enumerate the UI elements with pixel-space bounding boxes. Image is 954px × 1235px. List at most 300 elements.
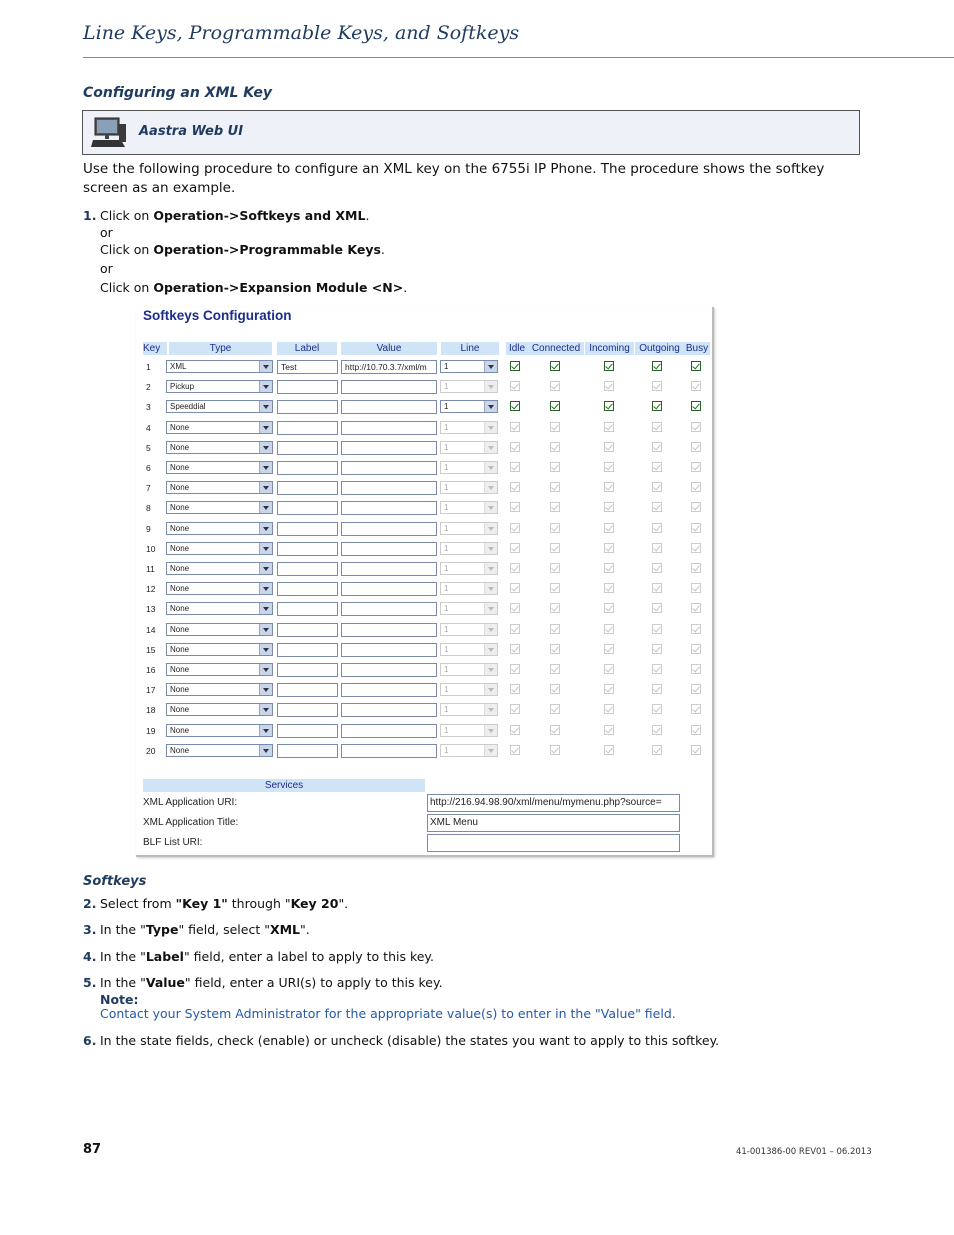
idle-checkbox[interactable] <box>510 644 520 654</box>
key-number: 9 <box>146 523 151 534</box>
incoming-checkbox[interactable] <box>604 462 614 472</box>
busy-checkbox[interactable] <box>691 543 701 553</box>
dropdown-arrow-icon <box>259 482 272 493</box>
label-input[interactable] <box>277 481 338 495</box>
idle-checkbox[interactable] <box>510 422 520 432</box>
value-input[interactable] <box>341 643 437 657</box>
dropdown-arrow-icon <box>259 523 272 534</box>
menu-path: Operation->Expansion Module <N> <box>153 280 404 295</box>
dropdown-arrow-icon <box>484 624 497 635</box>
busy-checkbox[interactable] <box>691 563 701 573</box>
note-label: Note: <box>100 992 139 1007</box>
document-reference: 41-001386-00 REV01 – 06.2013 <box>736 1147 872 1157</box>
busy-checkbox[interactable] <box>691 664 701 674</box>
col-outgoing-header: Outgoing <box>635 342 684 355</box>
outgoing-checkbox[interactable] <box>652 523 662 533</box>
connected-checkbox[interactable] <box>550 624 560 634</box>
line-select[interactable]: 1 <box>440 400 498 413</box>
note-text: Contact your System Administrator for the appropriate value(s) to enter in the "Value" field. <box>100 1006 676 1021</box>
line-select[interactable]: 1 <box>440 582 498 595</box>
step-text: through " <box>227 896 291 911</box>
type-select[interactable]: None <box>166 481 273 494</box>
busy-checkbox[interactable] <box>691 624 701 634</box>
dropdown-arrow-icon <box>259 664 272 675</box>
line-select[interactable]: 1 <box>440 744 498 757</box>
dropdown-arrow-icon <box>259 644 272 655</box>
type-select[interactable]: None <box>166 562 273 575</box>
dropdown-arrow-icon <box>484 684 497 695</box>
label-input[interactable] <box>277 542 338 556</box>
connected-checkbox[interactable] <box>550 583 560 593</box>
dropdown-arrow-icon <box>259 442 272 453</box>
type-select[interactable]: None <box>166 501 273 514</box>
col-label-header: Label <box>277 342 337 355</box>
busy-checkbox[interactable] <box>691 745 701 755</box>
header-rule <box>83 57 954 58</box>
value-input[interactable] <box>341 380 437 394</box>
incoming-checkbox[interactable] <box>604 543 614 553</box>
step-text: In the " <box>100 975 146 990</box>
line-select[interactable]: 1 <box>440 683 498 696</box>
type-select[interactable]: None <box>166 542 273 555</box>
step-text: Select from <box>100 896 176 911</box>
idle-checkbox[interactable] <box>510 543 520 553</box>
xml-title-label: XML Application Title: <box>143 817 239 828</box>
intro-paragraph: Use the following procedure to configure an XML key on the 6755i IP Phone. The procedure shows the softkey screen as an example. <box>83 161 825 196</box>
busy-checkbox[interactable] <box>691 704 701 714</box>
idle-checkbox[interactable] <box>510 684 520 694</box>
step-number: 3. <box>83 922 97 937</box>
label-input[interactable] <box>277 562 338 576</box>
connected-checkbox[interactable] <box>550 482 560 492</box>
outgoing-checkbox[interactable] <box>652 644 662 654</box>
outgoing-checkbox[interactable] <box>652 664 662 674</box>
value-input[interactable] <box>341 744 437 758</box>
dropdown-arrow-icon <box>259 583 272 594</box>
outgoing-checkbox[interactable] <box>652 704 662 714</box>
type-select[interactable]: None <box>166 683 273 696</box>
label-input[interactable] <box>277 744 338 758</box>
incoming-checkbox[interactable] <box>604 482 614 492</box>
dropdown-arrow-icon <box>259 563 272 574</box>
dropdown-arrow-icon <box>484 704 497 715</box>
value-input[interactable] <box>341 623 437 637</box>
value-input[interactable] <box>341 582 437 596</box>
incoming-checkbox[interactable] <box>604 725 614 735</box>
value-input[interactable] <box>341 542 437 556</box>
outgoing-checkbox[interactable] <box>652 603 662 613</box>
connected-checkbox[interactable] <box>550 422 560 432</box>
type-select[interactable]: None <box>166 461 273 474</box>
dropdown-arrow-icon <box>484 401 497 412</box>
softkeys-config-screenshot <box>136 307 714 857</box>
label-input[interactable] <box>277 441 338 455</box>
line-select[interactable]: 1 <box>440 542 498 555</box>
line-select[interactable]: 1 <box>440 623 498 636</box>
idle-checkbox[interactable] <box>510 704 520 714</box>
step-text: . <box>365 208 370 223</box>
connected-checkbox[interactable] <box>550 684 560 694</box>
emphasis: Value <box>145 975 185 990</box>
busy-checkbox[interactable] <box>691 523 701 533</box>
incoming-checkbox[interactable] <box>604 664 614 674</box>
type-select[interactable]: None <box>166 724 273 737</box>
incoming-checkbox[interactable] <box>604 624 614 634</box>
incoming-checkbox[interactable] <box>604 583 614 593</box>
outgoing-checkbox[interactable] <box>652 381 662 391</box>
web-ui-banner <box>82 110 860 155</box>
line-select[interactable]: 1 <box>440 461 498 474</box>
dropdown-arrow-icon <box>484 422 497 433</box>
value-input[interactable] <box>341 724 437 738</box>
dropdown-arrow-icon <box>259 502 272 513</box>
connected-checkbox[interactable] <box>550 381 560 391</box>
connected-checkbox[interactable] <box>550 543 560 553</box>
value-input[interactable] <box>341 522 437 536</box>
xml-uri-label: XML Application URI: <box>143 797 238 808</box>
col-key-header: Key <box>143 342 167 355</box>
label-input[interactable] <box>277 724 338 738</box>
busy-checkbox[interactable] <box>691 644 701 654</box>
dropdown-arrow-icon <box>259 401 272 412</box>
dropdown-arrow-icon <box>484 543 497 554</box>
key-number: 4 <box>146 422 151 433</box>
step-text: In the state fields, check (enable) or uncheck (disable) the states you want to apply to this softkey. <box>100 1033 720 1048</box>
type-select[interactable]: Pickup <box>166 380 273 393</box>
incoming-checkbox[interactable] <box>604 563 614 573</box>
value-input[interactable] <box>341 663 437 677</box>
idle-checkbox[interactable] <box>510 442 520 452</box>
line-select[interactable]: 1 <box>440 643 498 656</box>
services-header: Services <box>143 779 425 792</box>
busy-checkbox[interactable] <box>691 462 701 472</box>
softkeys-config-title: Softkeys Configuration <box>143 308 292 323</box>
blf-list-label: BLF List URI: <box>143 837 203 848</box>
connected-checkbox[interactable] <box>550 502 560 512</box>
label-input[interactable] <box>277 683 338 697</box>
idle-checkbox[interactable] <box>510 401 520 411</box>
value-input[interactable] <box>341 400 437 414</box>
connected-checkbox[interactable] <box>550 462 560 472</box>
step-text: ". <box>300 922 310 937</box>
type-select[interactable]: None <box>166 441 273 454</box>
key-number: 12 <box>146 584 156 595</box>
value-input[interactable] <box>341 501 437 515</box>
busy-checkbox[interactable] <box>691 361 701 371</box>
key-number: 6 <box>146 463 151 473</box>
step-number: 6. <box>83 1033 97 1048</box>
incoming-checkbox[interactable] <box>604 442 614 452</box>
type-select[interactable]: None <box>166 744 273 757</box>
idle-checkbox[interactable] <box>510 583 520 593</box>
emphasis: "Key 1" <box>175 896 228 911</box>
label-input[interactable] <box>277 400 338 414</box>
dropdown-arrow-icon <box>259 745 272 756</box>
busy-checkbox[interactable] <box>691 502 701 512</box>
busy-checkbox[interactable] <box>691 401 701 411</box>
type-select[interactable]: None <box>166 703 273 716</box>
step-text: Click on <box>100 280 154 295</box>
key-number: 1 <box>146 362 151 372</box>
label-input[interactable] <box>277 582 338 596</box>
idle-checkbox[interactable] <box>510 745 520 755</box>
idle-checkbox[interactable] <box>510 624 520 634</box>
step-number: 4. <box>83 949 97 964</box>
value-input[interactable] <box>341 703 437 717</box>
incoming-checkbox[interactable] <box>604 603 614 613</box>
dropdown-arrow-icon <box>484 563 497 574</box>
connected-checkbox[interactable] <box>550 523 560 533</box>
idle-checkbox[interactable] <box>510 462 520 472</box>
label-input[interactable]: Test <box>277 360 338 374</box>
idle-checkbox[interactable] <box>510 725 520 735</box>
label-input[interactable] <box>277 421 338 435</box>
step-text: " field, select " <box>178 922 270 937</box>
connected-checkbox[interactable] <box>550 442 560 452</box>
outgoing-checkbox[interactable] <box>652 502 662 512</box>
xml-title-input[interactable]: XML Menu <box>427 814 680 832</box>
connected-checkbox[interactable] <box>550 401 560 411</box>
connected-checkbox[interactable] <box>550 563 560 573</box>
incoming-checkbox[interactable] <box>604 361 614 371</box>
line-select[interactable]: 1 <box>440 360 498 373</box>
computer-icon <box>91 116 127 149</box>
key-number: 11 <box>146 564 155 574</box>
running-header: Line Keys, Programmable Keys, and Softkeys <box>83 22 520 44</box>
type-select[interactable]: None <box>166 623 273 636</box>
key-number: 15 <box>146 644 156 655</box>
line-select[interactable]: 1 <box>440 562 498 575</box>
incoming-checkbox[interactable] <box>604 422 614 432</box>
outgoing-checkbox[interactable] <box>652 684 662 694</box>
busy-checkbox[interactable] <box>691 583 701 593</box>
value-input[interactable] <box>341 683 437 697</box>
connected-checkbox[interactable] <box>550 664 560 674</box>
label-input[interactable] <box>277 501 338 515</box>
busy-checkbox[interactable] <box>691 422 701 432</box>
outgoing-checkbox[interactable] <box>652 361 662 371</box>
outgoing-checkbox[interactable] <box>652 745 662 755</box>
key-number: 17 <box>146 685 156 696</box>
xml-uri-input[interactable]: http://216.94.98.90/xml/menu/mymenu.php?source= <box>427 794 680 812</box>
dropdown-arrow-icon <box>259 624 272 635</box>
key-number: 7 <box>146 483 151 494</box>
dropdown-arrow-icon <box>484 725 497 736</box>
col-incoming-header: Incoming <box>585 342 634 355</box>
menu-path: Operation->Softkeys and XML <box>153 208 366 223</box>
line-select[interactable]: 1 <box>440 602 498 615</box>
outgoing-checkbox[interactable] <box>652 422 662 432</box>
col-line-header: Line <box>441 342 499 355</box>
step-number: 2. <box>83 896 97 911</box>
label-input[interactable] <box>277 703 338 717</box>
connected-checkbox[interactable] <box>550 603 560 613</box>
label-input[interactable] <box>277 522 338 536</box>
connected-checkbox[interactable] <box>550 644 560 654</box>
dropdown-arrow-icon <box>484 442 497 453</box>
dropdown-arrow-icon <box>259 422 272 433</box>
dropdown-arrow-icon <box>484 361 497 372</box>
key-number: 14 <box>146 624 156 635</box>
step-text: . <box>403 280 408 295</box>
busy-checkbox[interactable] <box>691 603 701 613</box>
busy-checkbox[interactable] <box>691 684 701 694</box>
outgoing-checkbox[interactable] <box>652 725 662 735</box>
dropdown-arrow-icon <box>259 361 272 372</box>
outgoing-checkbox[interactable] <box>652 583 662 593</box>
value-input[interactable] <box>341 602 437 616</box>
dropdown-arrow-icon <box>484 502 497 513</box>
idle-checkbox[interactable] <box>510 361 520 371</box>
outgoing-checkbox[interactable] <box>652 543 662 553</box>
busy-checkbox[interactable] <box>691 381 701 391</box>
label-input[interactable] <box>277 643 338 657</box>
outgoing-checkbox[interactable] <box>652 442 662 452</box>
dropdown-arrow-icon <box>259 543 272 554</box>
dropdown-arrow-icon <box>259 725 272 736</box>
type-select[interactable]: Speeddial <box>166 400 273 413</box>
menu-path: Operation->Programmable Keys <box>153 242 381 257</box>
idle-checkbox[interactable] <box>510 603 520 613</box>
busy-checkbox[interactable] <box>691 725 701 735</box>
incoming-checkbox[interactable] <box>604 523 614 533</box>
idle-checkbox[interactable] <box>510 381 520 391</box>
step-text: " field, enter a label to apply to this key. <box>183 949 435 964</box>
dropdown-arrow-icon <box>484 644 497 655</box>
key-number: 18 <box>146 705 156 716</box>
busy-checkbox[interactable] <box>691 482 701 492</box>
step-text: In the " <box>100 949 146 964</box>
outgoing-checkbox[interactable] <box>652 401 662 411</box>
line-select[interactable]: 1 <box>440 380 498 393</box>
dropdown-arrow-icon <box>484 583 497 594</box>
outgoing-checkbox[interactable] <box>652 482 662 492</box>
outgoing-checkbox[interactable] <box>652 462 662 472</box>
type-select[interactable]: None <box>166 643 273 656</box>
connected-checkbox[interactable] <box>550 704 560 714</box>
value-input[interactable] <box>341 481 437 495</box>
value-input[interactable] <box>341 562 437 576</box>
type-select[interactable]: None <box>166 602 273 615</box>
incoming-checkbox[interactable] <box>604 381 614 391</box>
key-number: 19 <box>146 725 156 736</box>
value-input[interactable] <box>341 421 437 435</box>
outgoing-checkbox[interactable] <box>652 624 662 634</box>
idle-checkbox[interactable] <box>510 482 520 492</box>
dropdown-arrow-icon <box>484 603 497 614</box>
label-input[interactable] <box>277 602 338 616</box>
connected-checkbox[interactable] <box>550 745 560 755</box>
incoming-checkbox[interactable] <box>604 704 614 714</box>
dropdown-arrow-icon <box>484 482 497 493</box>
line-select[interactable]: 1 <box>440 522 498 535</box>
step-text: " field, enter a URI(s) to apply to this key. <box>184 975 443 990</box>
dropdown-arrow-icon <box>259 704 272 715</box>
label-input[interactable] <box>277 663 338 677</box>
value-input[interactable] <box>341 441 437 455</box>
connected-checkbox[interactable] <box>550 725 560 735</box>
value-input[interactable]: http://10.70.3.7/xml/m <box>341 360 437 374</box>
dropdown-arrow-icon <box>259 462 272 473</box>
incoming-checkbox[interactable] <box>604 502 614 512</box>
dropdown-arrow-icon <box>484 462 497 473</box>
idle-checkbox[interactable] <box>510 664 520 674</box>
step-text: Click on <box>100 242 154 257</box>
emphasis: Type <box>145 922 179 937</box>
key-number: 5 <box>146 442 151 453</box>
step-text: Click on <box>100 208 154 223</box>
label-input[interactable] <box>277 461 338 475</box>
outgoing-checkbox[interactable] <box>652 563 662 573</box>
or-text: or <box>100 261 113 276</box>
label-input[interactable] <box>277 380 338 394</box>
dropdown-arrow-icon <box>484 745 497 756</box>
idle-checkbox[interactable] <box>510 523 520 533</box>
step-text: . <box>380 242 385 257</box>
step-number: 1. <box>83 208 97 223</box>
type-select[interactable]: XML <box>166 360 273 373</box>
line-select[interactable]: 1 <box>440 663 498 676</box>
type-select[interactable]: None <box>166 582 273 595</box>
web-ui-label: Aastra Web UI <box>139 124 244 139</box>
type-select[interactable]: None <box>166 522 273 535</box>
col-connected-header: Connected <box>528 342 584 355</box>
emphasis: Key 20 <box>290 896 339 911</box>
label-input[interactable] <box>277 623 338 637</box>
key-number: 20 <box>146 745 156 756</box>
or-text: or <box>100 225 113 240</box>
incoming-checkbox[interactable] <box>604 401 614 411</box>
col-busy-header: Busy <box>685 343 709 354</box>
line-select[interactable]: 1 <box>440 421 498 434</box>
dropdown-arrow-icon <box>259 684 272 695</box>
line-select[interactable]: 1 <box>440 441 498 454</box>
dropdown-arrow-icon <box>484 381 497 392</box>
connected-checkbox[interactable] <box>550 361 560 371</box>
step-number: 5. <box>83 975 97 990</box>
line-select[interactable]: 1 <box>440 724 498 737</box>
idle-checkbox[interactable] <box>510 563 520 573</box>
line-select[interactable]: 1 <box>440 703 498 716</box>
type-select[interactable]: None <box>166 663 273 676</box>
value-input[interactable] <box>341 461 437 475</box>
incoming-checkbox[interactable] <box>604 745 614 755</box>
emphasis: Label <box>145 949 184 964</box>
col-type-header: Type <box>169 342 272 355</box>
blf-list-input[interactable] <box>427 834 680 852</box>
section-title: Configuring an XML Key <box>83 85 272 101</box>
key-number: 16 <box>146 665 156 675</box>
incoming-checkbox[interactable] <box>604 644 614 654</box>
incoming-checkbox[interactable] <box>604 684 614 694</box>
key-number: 2 <box>146 382 151 393</box>
step-text: In the " <box>100 922 146 937</box>
line-select[interactable]: 1 <box>440 481 498 494</box>
line-select[interactable]: 1 <box>440 501 498 514</box>
busy-checkbox[interactable] <box>691 442 701 452</box>
key-number: 10 <box>146 543 156 554</box>
dropdown-arrow-icon <box>484 523 497 534</box>
dropdown-arrow-icon <box>484 664 497 675</box>
col-idle-header: Idle <box>506 342 528 355</box>
type-select[interactable]: None <box>166 421 273 434</box>
step-text: ". <box>338 896 349 911</box>
dropdown-arrow-icon <box>259 381 272 392</box>
key-number: 13 <box>146 604 156 615</box>
key-number: 3 <box>146 402 151 413</box>
idle-checkbox[interactable] <box>510 502 520 512</box>
key-number: 8 <box>146 503 151 514</box>
